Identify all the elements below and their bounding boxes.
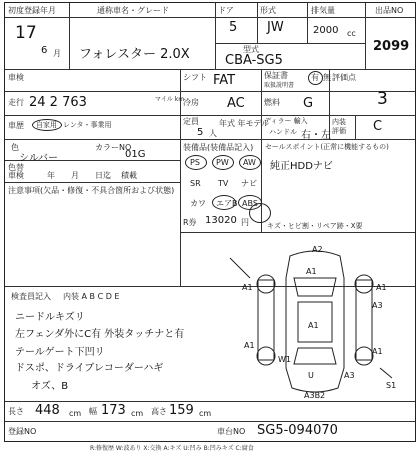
right-side-panel [356,280,372,360]
rule [257,3,258,43]
mark-a3b2: A3B2 [304,391,326,400]
color-code-value: 01G [125,149,146,160]
rule [5,401,415,402]
width-value: 173 [101,403,126,418]
ps-label: PS [190,158,200,167]
lot-number: 2099 [373,39,410,54]
navi-label: ナビ [241,179,257,188]
car-diagram [220,238,410,400]
left-rear-wheel [257,347,275,365]
abs-label: ABS [242,199,258,208]
mileage-label: 走行 [8,98,24,107]
model-value: CBA-SG5 [225,53,283,68]
lot-label: 出品NO [375,6,404,15]
length-value: 448 [35,403,60,418]
rule [5,91,415,92]
inspection-tabs: 内装 A B C D E [63,292,120,301]
rule [5,182,180,183]
interior-label: 内装 評価 [332,118,346,135]
right-rear-wheel [355,347,373,365]
displacement-label: 排気量 [311,6,335,15]
rule [69,3,70,69]
score-value: 3 [377,89,388,109]
inspection-label: 車検 [8,171,24,180]
fuel-label: 燃料 [264,98,280,107]
hand-stamp [249,203,271,223]
color-value: シルバー [19,153,59,164]
mark-u: U [308,371,314,380]
handle-label: ディラー 輸入 [264,117,308,125]
mileage-unit: マイル km [155,96,185,103]
model-label: 型式 [243,45,259,54]
warranty-yes: 有 [311,73,319,82]
first-reg-month: 6 [41,45,48,56]
rule [261,69,262,139]
mark-w1: W1 [278,355,291,364]
ac-value: AC [227,96,245,111]
doors-value: 5 [229,20,238,35]
rule [5,139,415,140]
inspection-note-1: ニードルキズリ [15,312,85,323]
rule [5,17,415,18]
width-label: 幅 [89,407,97,416]
capacity-value: 5 [197,127,204,138]
name-label: 通称車名・グレード [97,6,169,15]
vehicle-type-sub: レンタ・事業用 [63,121,112,129]
sr-label: SR [190,179,201,188]
inspection-date-label: 日迄 [95,171,111,180]
shift-label: シフト [183,73,207,82]
key-label: キズ・ヒビ割・リペア跡・X要 [267,222,363,230]
windshield [294,278,336,296]
vehicle-type-label: 車歴 [8,121,24,130]
rule [215,43,365,44]
rule [215,3,216,69]
first-reg-label: 初度登録年月 [8,6,56,15]
mark-a2: A2 [312,245,323,254]
rule [355,115,356,139]
tv-label: TV [218,179,229,188]
rule [307,3,308,43]
first-reg-year: 17 [15,23,37,43]
capacity-label: 定員 [183,117,199,126]
mark-a1-right: A1 [376,283,387,292]
score-label: 評価点 [332,73,356,82]
warranty-label: 保証書 [264,71,288,80]
mark-a3: A3 [372,301,383,310]
pointer-line [380,368,392,378]
mark-a1-left: A1 [242,283,253,292]
auction-sheet [4,2,416,442]
mark-a1-front: A1 [306,267,317,276]
inspection-note-4: ドスポ、ドライブレコーダーハギ [15,363,164,374]
length-unit: cm [69,409,82,418]
model-change-label: 年式 年モデル [219,119,270,128]
fuel-value: G [303,96,314,111]
rule [180,232,415,233]
inspection-notes-label: 検査員記入 [11,292,51,301]
ac-label: 冷房 [183,98,199,107]
equipment-label: 装備品(装備品記入) [183,143,254,152]
vehicle-type-value: 自家用 [36,121,57,129]
left-side-panel [258,280,274,360]
color-change-label: 色替 [8,163,24,172]
mark-a1-roof: A1 [308,321,319,330]
doors-label: ドア [218,6,234,15]
car-name: フォレスター 2.0X [79,47,190,62]
length-label: 長さ [8,407,24,416]
r-unit: 円 [241,218,249,227]
month-suffix: 月 [53,49,61,58]
color-code-label: カラーNO [95,143,132,152]
rule [365,3,366,69]
body-value: JW [267,20,284,35]
capacity-unit: 人 [209,129,217,138]
inspection-note-5: オズ、B [31,381,69,392]
handle-label2: ハンドル [269,128,297,136]
rule [5,421,415,422]
warranty-no: 無 [323,73,331,82]
pw-label: PW [216,158,229,167]
mark-a3-rear: A3 [344,371,355,380]
height-value: 159 [169,403,194,418]
airbag-label: エアB [216,199,238,208]
displacement-unit: cc [347,29,356,38]
body-label: 形式 [260,6,276,15]
left-front-wheel [257,275,275,293]
reg-label: 登録NO [8,427,37,436]
pointer-line [230,258,250,278]
inspection-note-3: テールゲート下凹リ [15,347,105,358]
r-value: 13020 [205,215,237,226]
aw-label: AW [243,158,256,167]
chassis-label: 車台NO [217,427,246,436]
interior-value: C [373,119,383,134]
inspection-year: 年 [47,171,55,180]
chassis-value: SG5-094070 [257,423,338,438]
shift-value: FAT [213,73,236,88]
inspection-month: 月 [71,171,79,180]
displacement-value: 2000 [313,25,339,36]
notes-label: 注意事項(欠品・修復・不具合箇所および状態) [8,186,175,195]
width-unit: cm [131,409,144,418]
r-label: R券 [183,218,197,227]
sales-point-label: セールスポイント(正常に機能するもの) [265,143,389,151]
color-label: 色 [11,143,19,152]
mark-s1: S1 [386,381,397,390]
mark-a1-left-rear: A1 [244,341,255,350]
handle-value: 右・左 [301,130,331,141]
inspection-extra: 積載 [121,171,137,180]
warranty-sub: 取扱説明書 [264,82,295,89]
leather-label: カワ [190,199,206,208]
rear-window [294,348,336,364]
height-unit: cm [199,409,212,418]
right-front-wheel [355,275,373,293]
inspection-note-2: 左フェンダ外にC有 外装タッチナと有 [15,329,185,340]
history-label: 車検 [8,73,24,82]
height-label: 高さ [151,407,167,416]
sales-point-value: 純正HDDナビ [270,161,333,172]
mileage-value: 24 2 763 [29,95,87,110]
rule [5,69,415,70]
mark-a1-right-rear: A1 [372,347,383,356]
footer-legend: R:修復歴 W:波あり X:交換 A:キズ U:凹み B:凹みキズ C:腐食 [90,445,254,452]
rule [5,115,415,116]
